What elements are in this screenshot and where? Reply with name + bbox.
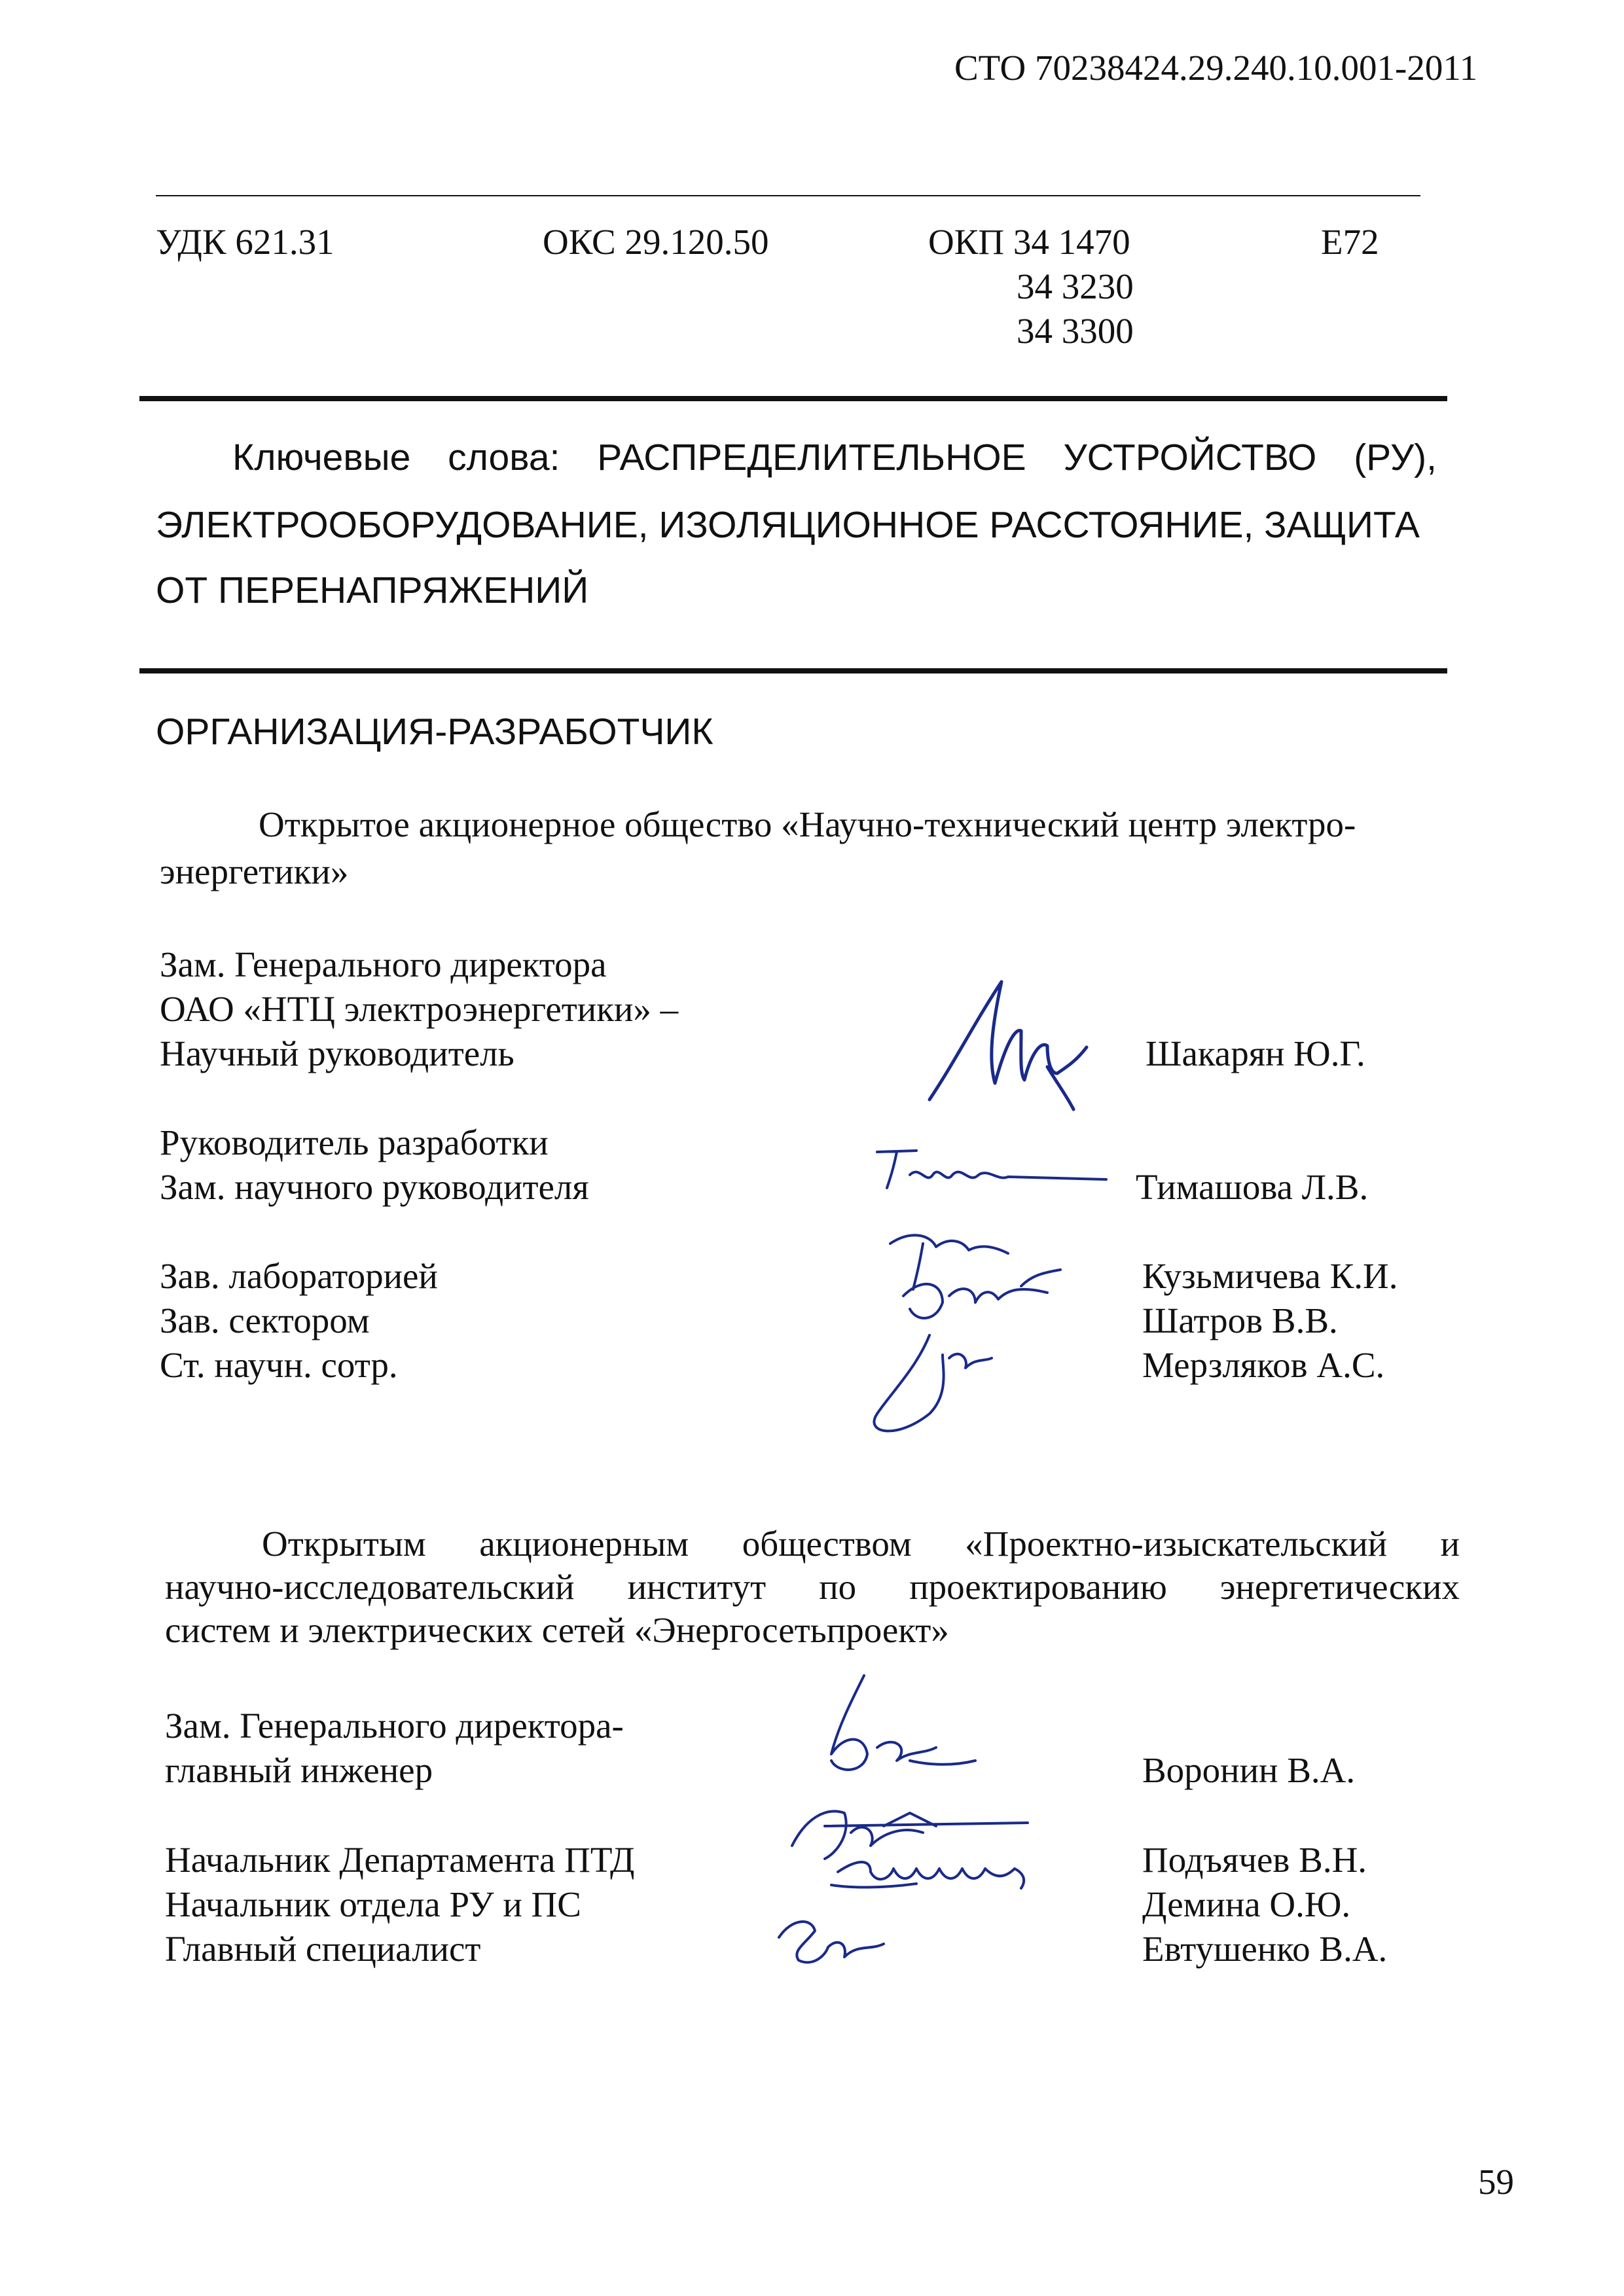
position-line: Научный руководитель bbox=[160, 1033, 514, 1073]
position-line: Зав. лабораторией bbox=[160, 1256, 438, 1296]
signatory-name: Кузьмичева К.И. bbox=[1142, 1256, 1398, 1296]
keywords-word: РАСПРЕДЕЛИТЕЛЬНОЕ bbox=[597, 437, 1026, 478]
position-line: ОАО «НТЦ электроэнергетики» – bbox=[160, 989, 679, 1029]
signature-kuzmicheva-shatrov-merzlyakov-icon bbox=[851, 1217, 1100, 1453]
udk-code: УДК 621.31 bbox=[156, 222, 334, 262]
position-line: главный инженер bbox=[165, 1750, 433, 1790]
org2-word: научно-исследовательский bbox=[165, 1567, 575, 1607]
oks-code: ОКС 29.120.50 bbox=[543, 222, 769, 262]
keywords-line-1 bbox=[232, 435, 1437, 480]
position-line: Начальник отдела РУ и ПС bbox=[165, 1884, 581, 1924]
org2-word: обществом bbox=[742, 1524, 912, 1564]
org2-word: институт bbox=[627, 1567, 767, 1607]
org2-line-2 bbox=[165, 1565, 1460, 1609]
signatory-name: Евтушенко В.А. bbox=[1142, 1929, 1388, 1969]
org2-line-1 bbox=[262, 1522, 1460, 1566]
position-line: Руководитель разработки bbox=[160, 1122, 549, 1162]
signature-shakaryan-icon bbox=[916, 969, 1126, 1119]
okp-code-1: ОКП 34 1470 bbox=[928, 222, 1130, 262]
e-code: Е72 bbox=[1321, 222, 1379, 262]
page-number: 59 bbox=[1478, 2162, 1514, 2202]
signatory-name: Шатров В.В. bbox=[1142, 1300, 1338, 1340]
signatory-name: Мерзляков А.С. bbox=[1142, 1345, 1385, 1385]
keywords-word: слова: bbox=[448, 437, 560, 478]
signatory-name: Тимашова Л.В. bbox=[1136, 1167, 1369, 1207]
signatory-name: Шакарян Ю.Г. bbox=[1146, 1033, 1365, 1073]
org2-word: «Проектно-изыскательский bbox=[965, 1524, 1388, 1564]
signature-voronin-podyachev-demina-evtushenko-icon bbox=[753, 1662, 1093, 1990]
position-line: Начальник Департамента ПТД bbox=[165, 1840, 635, 1880]
keywords-line-2: ЭЛЕКТРООБОРУДОВАНИЕ, ИЗОЛЯЦИОННОЕ РАССТОЯНИЕ, ЗАЩИТА bbox=[156, 504, 1420, 546]
position-line: Главный специалист bbox=[165, 1929, 481, 1969]
position-line: Зам. Генерального директора bbox=[160, 944, 607, 984]
keywords-line-3: ОТ ПЕРЕНАПРЯЖЕНИЙ bbox=[156, 569, 589, 611]
keywords-word: (РУ), bbox=[1354, 437, 1437, 478]
org2-word: Открытым bbox=[262, 1524, 426, 1564]
keywords-word: УСТРОЙСТВО bbox=[1063, 437, 1317, 478]
developer-heading: ОРГАНИЗАЦИЯ-РАЗРАБОТЧИК bbox=[156, 711, 713, 753]
position-line: Зав. сектором bbox=[160, 1300, 370, 1340]
signature-timashova-icon bbox=[871, 1139, 1119, 1198]
signatory-name: Демина О.Ю. bbox=[1142, 1884, 1351, 1924]
org2-word: по bbox=[819, 1567, 857, 1607]
keywords-bottom-rule bbox=[139, 668, 1447, 673]
position-line: Ст. научн. сотр. bbox=[160, 1345, 398, 1385]
signatory-name: Воронин В.А. bbox=[1142, 1750, 1356, 1790]
org2-word: энергетических bbox=[1219, 1567, 1460, 1607]
keywords-word: Ключевые bbox=[232, 437, 411, 478]
org1-line-2: энергетики» bbox=[160, 852, 349, 891]
okp-code-3: 34 3300 bbox=[1017, 311, 1134, 351]
okp-code-2: 34 3230 bbox=[1017, 266, 1134, 306]
org1-line-1: Открытое акционерное общество «Научно-технический центр электро- bbox=[259, 804, 1356, 844]
document-code: СТО 70238424.29.240.10.001-2011 bbox=[954, 48, 1478, 88]
org2-word: и bbox=[1440, 1524, 1460, 1564]
org2-word: акционерным bbox=[479, 1524, 689, 1564]
position-line: Зам. Генерального директора- bbox=[165, 1706, 624, 1746]
header-divider bbox=[156, 195, 1420, 196]
org2-word: проектированию bbox=[909, 1567, 1167, 1607]
position-line: Зам. научного руководителя bbox=[160, 1167, 589, 1207]
keywords-top-rule bbox=[139, 396, 1447, 401]
org2-line-3: систем и электрических сетей «Энергосетьпроект» bbox=[165, 1610, 949, 1650]
signatory-name: Подъячев В.Н. bbox=[1142, 1840, 1367, 1880]
